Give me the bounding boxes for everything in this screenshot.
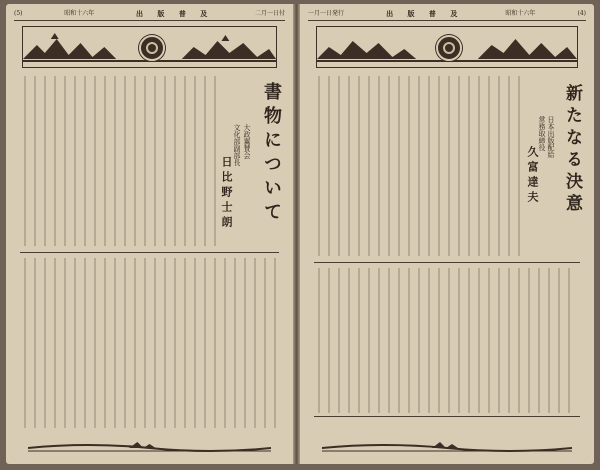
left-lower-columns: [20, 258, 279, 428]
right-author-affiliation-2: 常務取締役: [538, 116, 546, 151]
left-article-title: 書物について: [261, 82, 282, 226]
left-author-affiliation-2: 文化部副部長: [233, 124, 241, 166]
right-emblem-icon: [436, 35, 462, 61]
left-page-header: [14, 8, 285, 21]
right-author-name: 久富達夫: [526, 146, 539, 206]
left-page: [6, 4, 293, 464]
right-mountain-banner: [316, 26, 578, 68]
right-section-divider: [314, 262, 580, 263]
right-lower-divider: [314, 416, 580, 417]
left-mountain-banner: [22, 26, 277, 68]
left-page-number: (5): [14, 10, 23, 17]
left-author-name: 日比野士朗: [220, 156, 233, 231]
right-header-issue: 一月一日発行: [308, 10, 345, 17]
book-gutter: [293, 4, 300, 464]
left-upper-columns: [20, 76, 282, 246]
right-article-title: 新たなる決意: [562, 84, 582, 216]
right-page-header: [308, 8, 586, 21]
right-header-date: 昭和十六年: [505, 10, 536, 17]
left-header-issue: 二月一日付: [254, 10, 285, 17]
right-footer-ornament: [322, 436, 572, 456]
right-author-affiliation-1: 日本出版配給: [547, 116, 555, 158]
right-lower-columns: [314, 268, 580, 413]
left-header-title: 出 版 普 及: [135, 9, 214, 18]
left-section-divider: [20, 252, 279, 253]
left-footer-ornament: [28, 436, 271, 456]
left-author-affiliation-1: 大政翼賛会: [243, 124, 251, 159]
right-page-number: (4): [577, 10, 586, 17]
right-upper-columns: [314, 76, 580, 256]
left-emblem-icon: [139, 35, 165, 61]
right-page: [300, 4, 594, 464]
left-header-date: 昭和十六年: [64, 10, 95, 17]
right-header-title: 出 版 普 及: [386, 9, 464, 18]
